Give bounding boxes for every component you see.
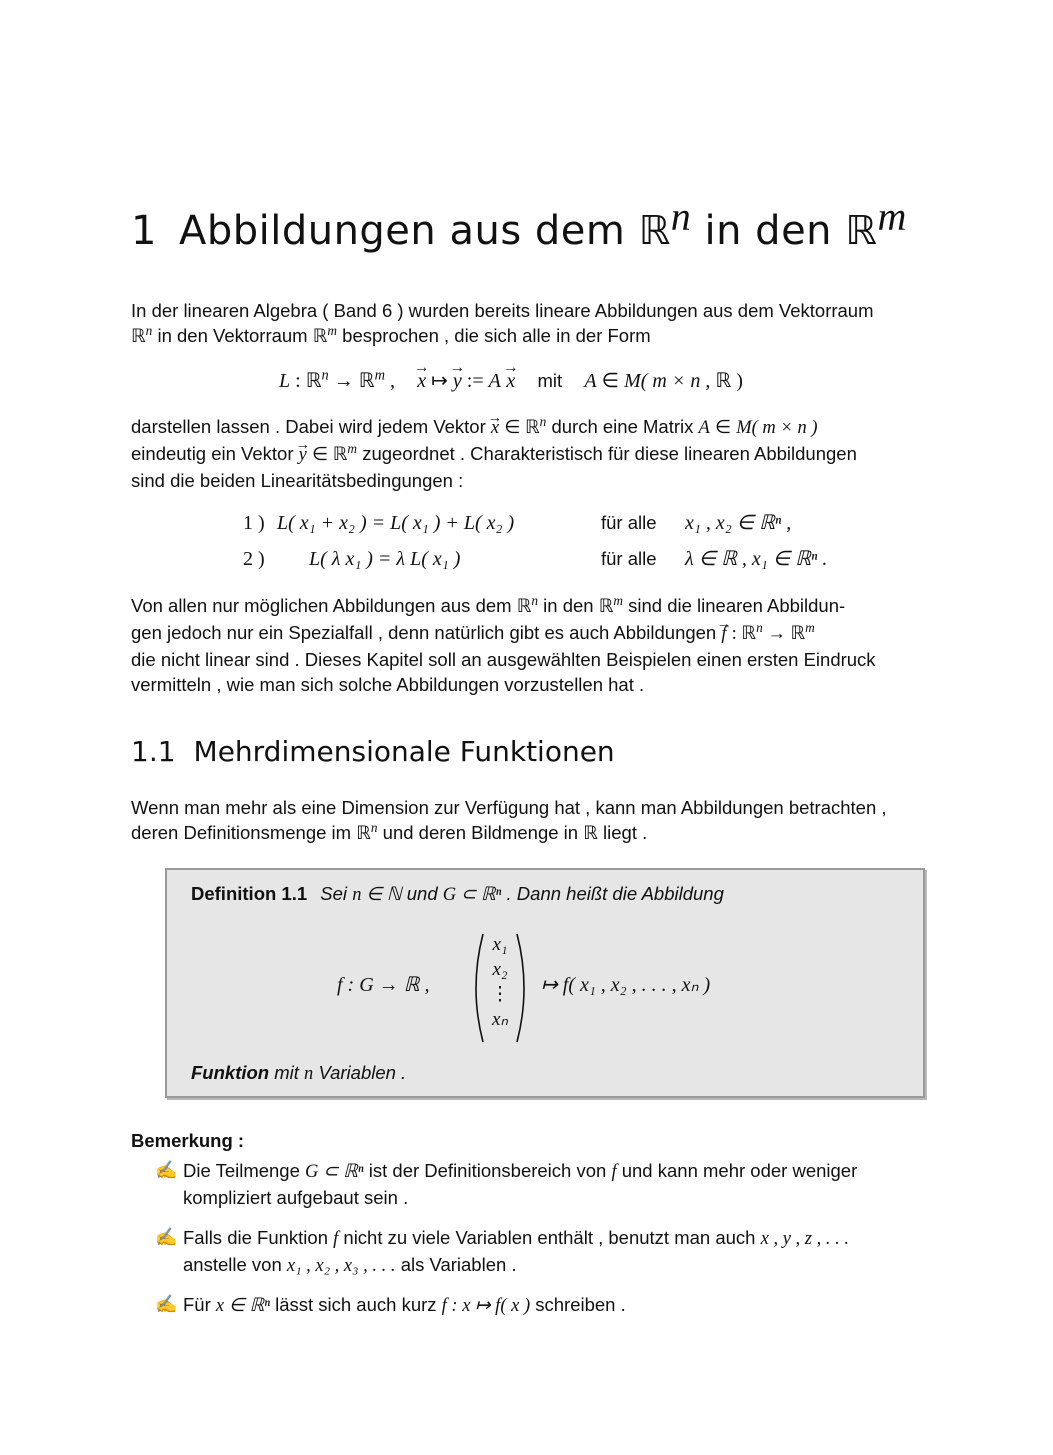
text: in den Vektorraum (157, 325, 308, 346)
chapter-title-start: Abbildungen aus dem (178, 208, 626, 254)
writing-hand-icon: ✍ (155, 1227, 178, 1247)
section-number: 1.1 (131, 735, 176, 768)
definition-footer: Funktion mit n Variablen . (191, 1062, 407, 1084)
map-image: ↦ f( x₁ , x₂ , . . . , xₙ ) (541, 974, 711, 996)
exponent-m: m (877, 193, 907, 239)
real-numbers-symbol: ℝ (638, 208, 671, 254)
real-numbers-symbol: ℝ (845, 208, 878, 254)
chapter-number: 1 (131, 208, 157, 254)
definition-heading: Definition 1.1 Sei n ∈ ℕ und G ⊂ ℝⁿ . Dann heißt die Abbildung (191, 883, 724, 905)
chapter-title (131, 193, 907, 254)
linearity-condition-2: 2 ) L( λ x₁ ) = λ L( x₁ ) für alle λ ∈ ℝ , x₁ ∈ ℝⁿ . (243, 548, 828, 570)
remark-item: ✍ Die Teilmenge G ⊂ ℝⁿ ist der Definitionsbereich von f und kann mehr oder weniger kompliziert aufgebaut sein . (155, 1160, 858, 1208)
intro-paragraph-3: Von allen nur möglichen Abbildungen aus dem ℝ$^n$ in den ℝ$^m$ sind die linearen Abbildun- gen jedoch nur ein Spezialfall , denn natürlich gibt es auch Abbildungen → f : ℝ$^n$ → ℝ$^m$ die nicht linear sind . Dieses Kapitel soll an ausgewählten Beispielen einen ersten Eindruck vermitteln , wie man sich solche Abbildungen vorzustellen hat . (131, 593, 959, 697)
column-vector: x₁ x₂ ⋮ xₙ (490, 934, 510, 1030)
section-paragraph: Wenn man mehr als eine Dimension zur Verfügung hat , kann man Abbildungen betrachten , deren Definitionsmenge im ℝ$^n$ und deren Bildmenge in ℝ liegt . (131, 797, 887, 844)
definition-mapping (337, 932, 807, 1042)
section-title (131, 735, 615, 768)
remark-item: ✍ Für x ∈ ℝⁿ lässt sich auch kurz f : x ↦ f( x ) schreiben . (155, 1294, 626, 1316)
math-Rm: ℝ$^m$ (312, 322, 338, 347)
intro-paragraph-2: darstellen lassen . Dabei wird jedem Vektor → x ∈ ℝ$^n$ durch eine Matrix A ∈ M( m × n ) eindeutig ein Vektor → y ∈ ℝ$^m$ zugeordnet . Charakteristisch für diese linearen Abbildungen sind die beiden Linearitätsbedingungen : (131, 414, 959, 493)
chapter-title-mid: in den (704, 208, 833, 254)
text: In der linearen Algebra ( Band 6 ) wurden bereits lineare Abbildungen aus dem Vektorraum (131, 300, 874, 321)
section-title-text: Mehrdimensionale Funktionen (193, 735, 615, 768)
remark-title: Bemerkung : (131, 1130, 245, 1151)
linear-map-equation: L : ℝ$^n$ → ℝ$^m$ , → x ↦ → y := A → x mit A ∈ M( m × n , ℝ ) (279, 368, 743, 393)
definition-label: Definition 1.1 (191, 883, 308, 904)
exponent-n: n (670, 193, 692, 239)
math-Rn: ℝ$^n$ (131, 322, 153, 347)
map-domain: f : G → ℝ , (337, 974, 430, 996)
intro-paragraph-1 (131, 298, 959, 350)
linearity-condition-1: 1 ) L( x₁ + x₂ ) = L( x₁ ) + L( x₂ ) für alle x₁ , x₂ ∈ ℝⁿ , (243, 512, 792, 534)
definition-box (165, 868, 925, 1098)
writing-hand-icon: ✍ (155, 1160, 178, 1180)
text: besprochen , die sich alle in der Form (342, 325, 651, 346)
writing-hand-icon: ✍ (155, 1294, 178, 1314)
remark-item: ✍ Falls die Funktion f nicht zu viele Variablen enthält , benutzt man auch x , y , z , . . . anstelle von x₁ , x₂ , x₃ , . . . als Variablen . (155, 1227, 849, 1276)
